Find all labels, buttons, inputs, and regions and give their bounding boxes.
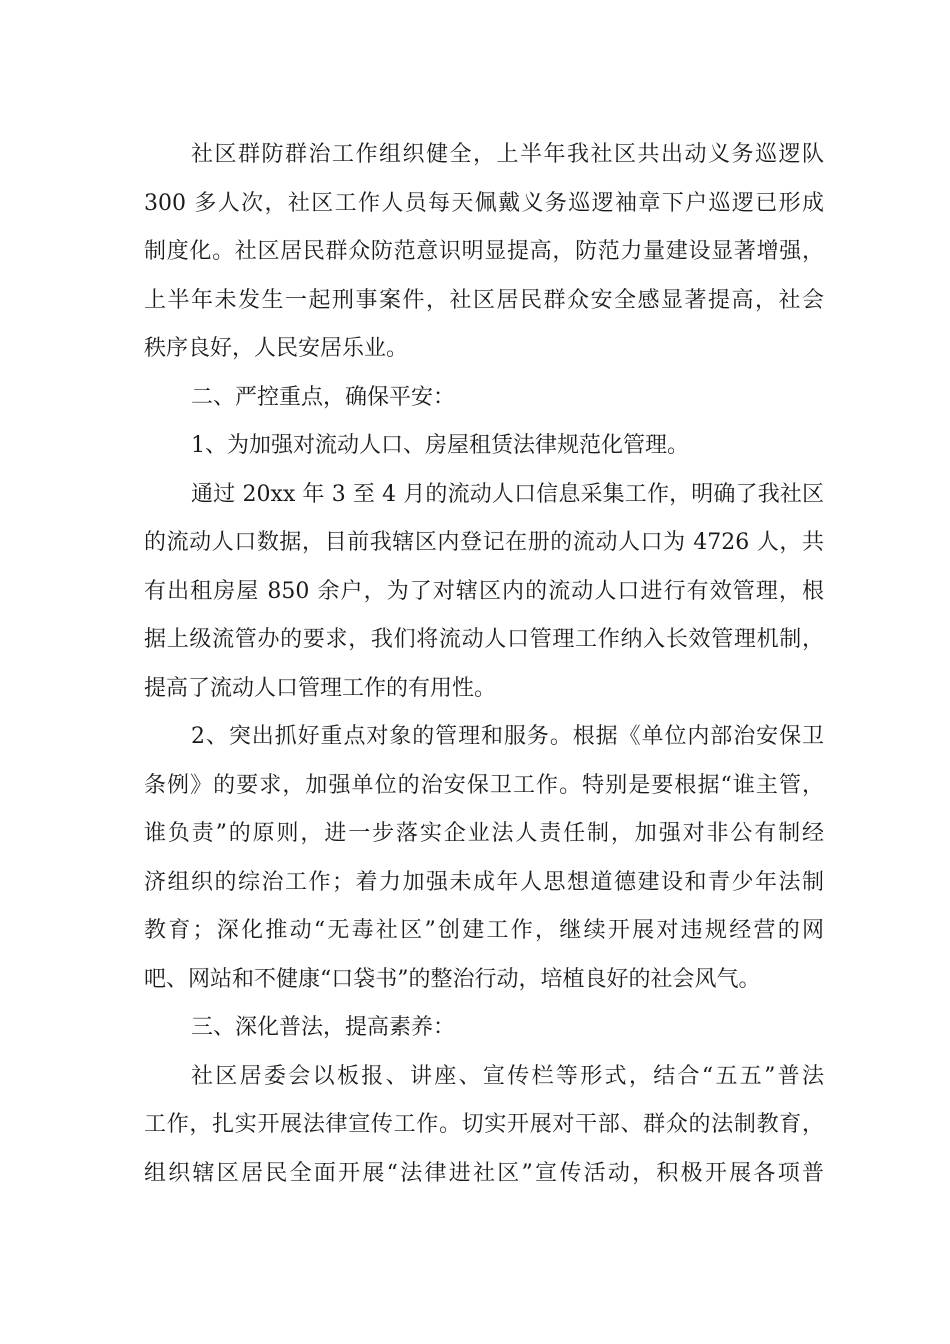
- section-heading-2: [144, 374, 824, 423]
- item-heading: 1、为加强对流动人口、房屋租赁法律规范化管理。: [191, 433, 689, 458]
- text-line: 制度化。社区居民群众防范意识明显提高，防范力量建设显著增强，: [144, 239, 824, 264]
- text-line: 社区群防群治工作组织健全，上半年我社区共出动义务巡逻队: [191, 142, 824, 167]
- paragraph-floating-population: [144, 471, 824, 714]
- text-line: 工作，扎实开展法律宣传工作。切实开展对干部、群众的法制教育，: [144, 1112, 824, 1137]
- text-line: 组织辖区居民全面开展“法律进社区”宣传活动，积极开展各项普: [144, 1160, 824, 1186]
- text-line: 谁负责”的原则，进一步落实企业法人责任制，加强对非公有制经: [144, 821, 824, 846]
- text-line: 上半年未发生一起刑事案件，社区居民群众安全感显著提高，社会: [144, 287, 824, 313]
- paragraph-patrol-summary: [144, 131, 824, 374]
- text-line: 的流动人口数据，目前我辖区内登记在册的流动人口为 4726 人，共: [144, 530, 824, 555]
- paragraph-key-targets: [144, 713, 824, 1004]
- text-line: 有出租房屋 850 余户，为了对辖区内的流动人口进行有效管理，根: [144, 578, 824, 604]
- section-heading: 三、深化普法，提高素养：: [191, 1015, 456, 1040]
- text-line: 教育；深化推动“无毒社区”创建工作，继续开展对违规经营的网: [144, 918, 824, 943]
- paragraph-legal-education: [144, 1053, 824, 1199]
- item-heading-1: [144, 422, 824, 471]
- text-line: 提高了流动人口管理工作的有用性。: [144, 675, 497, 701]
- text-line: 通过 20xx 年 3 至 4 月的流动人口信息采集工作，明确了我社区: [191, 481, 824, 507]
- text-line: 2、突出抓好重点对象的管理和服务。根据《单位内部治安保卫: [191, 724, 824, 749]
- section-heading: 二、严控重点，确保平安：: [191, 384, 456, 410]
- text-line: 吧、网站和不健康“口袋书”的整治行动，培植良好的社会风气。: [144, 966, 761, 992]
- text-line: 300 多人次，社区工作人员每天佩戴义务巡逻袖章下户巡逻已形成: [144, 190, 824, 216]
- section-heading-3: [144, 1004, 824, 1053]
- text-line: 据上级流管办的要求，我们将流动人口管理工作纳入长效管理机制，: [144, 627, 824, 652]
- text-line: 秩序良好，人民安居乐业。: [144, 336, 409, 361]
- text-line: 济组织的综治工作；着力加强未成年人思想道德建设和青少年法制: [144, 869, 824, 895]
- text-line: 社区居委会以板报、讲座、宣传栏等形式，结合“五五”普法: [191, 1063, 824, 1089]
- document-body: [144, 131, 824, 1198]
- text-line: 条例》的要求，加强单位的治安保卫工作。特别是要根据“谁主管，: [144, 772, 824, 798]
